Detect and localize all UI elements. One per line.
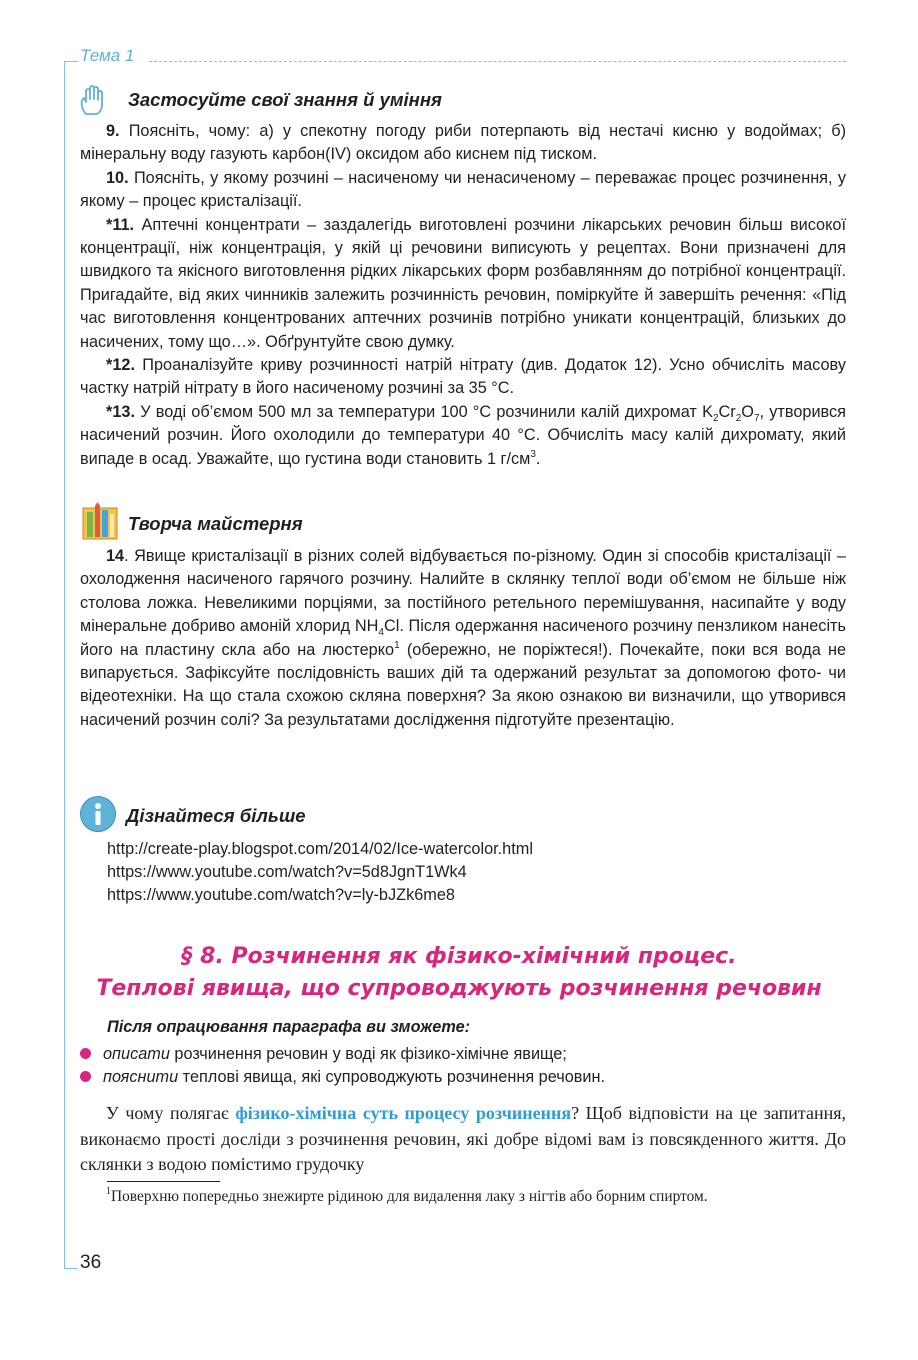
tasks-block	[80, 120, 846, 471]
side-margin-line	[64, 61, 65, 1269]
page-number: 36	[80, 1252, 102, 1273]
task-14: 14. Явище кристалізації в різних солей відбувається по-різному. Один зі способів кристалізації – охолодження насиченого гарячого розчину. Налийте в склянку теплої води об’ємом не більше ніж столова ложка. Невеликими порціями, за постійного ретельного перемішування, насипайте у воду мінеральне добриво амоній хлорид $NH_4Cl$. Після одержання насиченого розчину пензликом нанесіть його на пластину скла або на люстерко$^1$ (обережно, не поріжтеся!). Почекайте, поки вся вода не випарується. Зафіксуйте послідовність ваших дій та одержаний результат за допомогою фото- чи відеотехніки. На що стала схожою скляна поверхня? За якою ознакою ви визначили, що утворився насичений розчин солі? За результатами дослідження підготуйте презентацію.	[80, 547, 846, 729]
task-10: 10. Поясніть, у якому розчині – насиченому чи ненасиченому – переважає процес розчинення, у якому – процес кристалізації.	[80, 168, 846, 211]
side-tick-bottom	[64, 1268, 78, 1269]
creative-tools-icon	[82, 502, 118, 540]
hand-icon	[78, 84, 108, 116]
outcomes-label: Після опрацювання параграфа ви зможете:	[107, 1018, 471, 1036]
header-line	[149, 61, 846, 62]
link-2[interactable]: https://www.youtube.com/watch?v=5d8JgnT1Wk4	[107, 863, 467, 881]
task-11: *11. Аптечні концентрати – заздалегідь виготовлені розчини лікарських речовин більш високої концентрації, ніж концентрація, у якій ці речовини виписують у рецептах. Вони призначені для швидкого та якісного виготовлення рідких лікарських форм розбавлянням до потрібної концентрації. Пригадайте, від яких чинників залежить розчинність речовин, поміркуйте й завершіть речення: «Під час виготовлення концентрованих аптечних розчинів потрібно уникати концентрацій, близьких до насичених, тому що…». Обґрунтуйте свою думку.	[80, 215, 846, 351]
highlight-term: фізико-хімічна суть процесу розчинення	[235, 1103, 572, 1123]
task-13: *13. У воді об’ємом 500 мл за температури 100 °С розчинили калій дихромат $K_2Cr_2O_7$, утворився насичений розчин. Його охолодили до температури 40 °С. Обчисліть масу калій дихромату, який випаде в осад. Уважайте, що густина води становить 1 $г/см^3$.	[80, 402, 846, 468]
section-title-apply: Застосуйте свої знання й уміння	[128, 89, 442, 110]
topic-label: Тема 1	[80, 46, 135, 65]
info-icon	[79, 795, 117, 833]
intro-paragraph: У чому полягає фізико-хімічна суть процесу розчинення? Щоб відповісти на це запитання, виконаємо прості досліди з розчинення речовин, які добре відомі вам із повсякденного життя. До склянки з водою помістимо грудочку	[80, 1103, 847, 1175]
section-title-creative: Творча майстерня	[128, 513, 303, 534]
paragraph-title-line2: Теплові явища, що супроводжують розчинення речовин	[96, 976, 822, 1001]
footnote: $^1$Поверхню попередньо знежирте рідиною для видалення лаку з нігтів або борним спиртом.	[106, 1186, 708, 1205]
link-1[interactable]: http://create-play.blogspot.com/2014/02/Ice-watercolor.html	[107, 840, 533, 858]
bullet-dot	[80, 1048, 91, 1059]
task-12: *12. Проаналізуйте криву розчинності натрій нітрату (див. Додаток 12). Усно обчисліть масову частку натрій нітрату в його насиченому розчині за 35 °С.	[80, 356, 846, 398]
outcome-item-2: пояснити теплові явища, які супроводжують розчинення речовин.	[80, 1066, 605, 1089]
link-3[interactable]: https://www.youtube.com/watch?v=ly-bJZk6me8	[107, 886, 455, 904]
bullet-dot	[80, 1071, 91, 1082]
paragraph-title-line1: § 8. Розчинення як фізико-хімічний процес.	[181, 944, 737, 969]
side-tick-top	[64, 61, 78, 62]
section-title-more: Дізнайтеся більше	[126, 805, 306, 826]
task-9: 9. Поясніть, чому: а) у спекотну погоду риби потерпають від нестачі кисню у водоймах; б) мінеральну воду газують карбон(IV) оксидом або киснем під тиском.	[80, 122, 846, 164]
footnote-divider	[107, 1181, 220, 1182]
outcome-item-1: описати розчинення речовин у воді як фізико-хімічне явище;	[80, 1043, 567, 1066]
